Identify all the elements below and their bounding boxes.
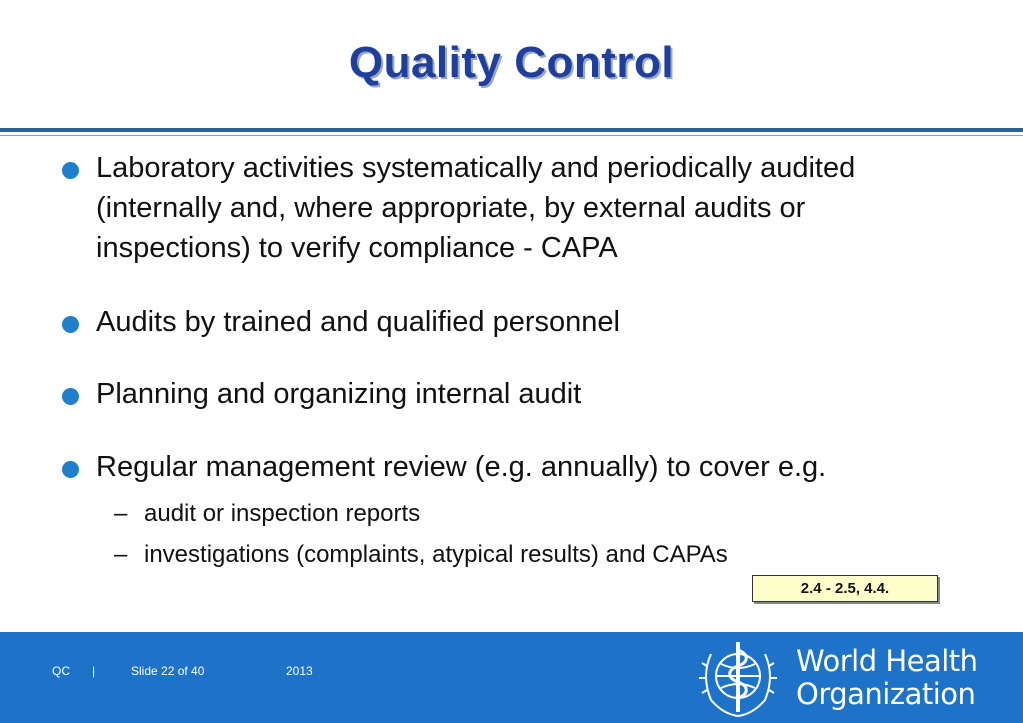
sub-bullet-item bbox=[114, 541, 728, 569]
bullet-text: Audits by trained and qualified personnel bbox=[96, 306, 620, 338]
footer-separator: | bbox=[92, 664, 96, 678]
bullet-text: Regular management review (e.g. annually) to cover e.g. bbox=[96, 451, 827, 483]
footer-year: 2013 bbox=[286, 664, 313, 678]
bullet-dot-icon bbox=[62, 388, 79, 405]
title-divider-thick bbox=[0, 128, 1023, 132]
bullet-dot-icon bbox=[62, 461, 79, 478]
bullet-text: Planning and organizing internal audit bbox=[96, 378, 582, 410]
sub-bullet-text: investigations (complaints, atypical results) and CAPAs bbox=[144, 541, 728, 568]
footer-slide-number: Slide 22 of 40 bbox=[131, 664, 205, 678]
footer-course: QC bbox=[52, 664, 70, 678]
sub-bullet-text: audit or inspection reports bbox=[144, 500, 421, 527]
bullet-dot-icon bbox=[62, 162, 79, 179]
bullet-text: Laboratory activities systematically and periodically audited (internally and, where appropriate, by external audits or inspections) to verify compliance - CAPA bbox=[96, 152, 856, 264]
title-divider-thin bbox=[0, 135, 1023, 136]
slide-title: Quality Control bbox=[348, 38, 675, 87]
who-name-line2: Organization bbox=[796, 677, 976, 711]
who-name-line1: World Health bbox=[796, 644, 978, 678]
sub-bullet-item bbox=[114, 500, 420, 528]
sub-bullet-dash: – bbox=[114, 541, 128, 568]
reference-box: 2.4 - 2.5, 4.4. bbox=[752, 575, 938, 602]
who-emblem-icon bbox=[693, 636, 783, 720]
sub-bullet-dash: – bbox=[114, 500, 128, 527]
bullet-dot-icon bbox=[62, 316, 79, 333]
